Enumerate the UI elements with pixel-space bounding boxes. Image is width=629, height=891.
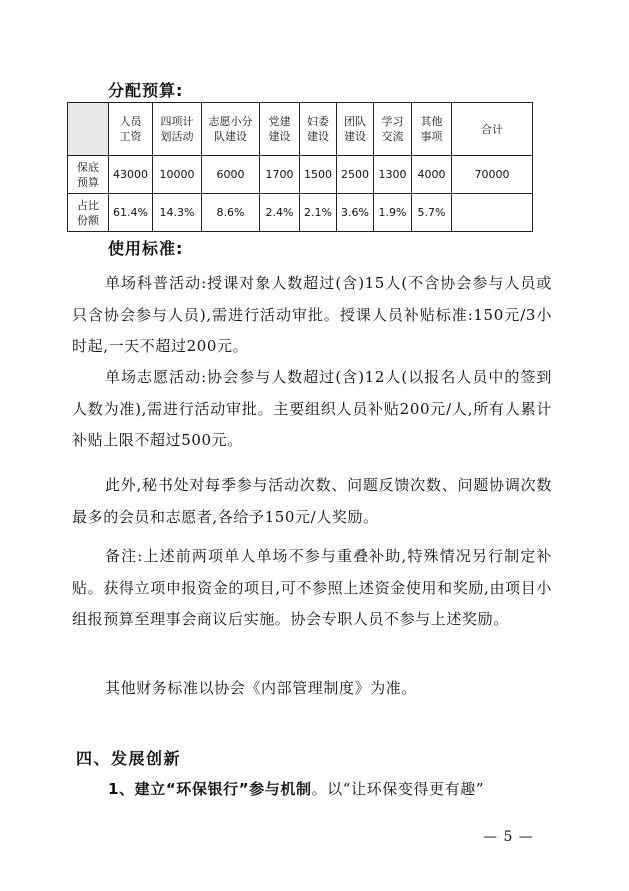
- table-cell: 1.9%: [374, 194, 412, 232]
- paragraph-volunteer-activity: 单场志愿活动:协会参与人数超过(含)12人(以报名人员中的签到人数为准),需进行活动审批。主要组织人员补贴200元/人,所有人累计补贴上限不超过500元。: [72, 368, 552, 449]
- header-cell-team-building: 团队 建设: [337, 103, 374, 156]
- section-heading-development: 四、发展创新: [76, 749, 182, 768]
- table-cell: 6000: [202, 156, 260, 194]
- table-cell: 5.7%: [412, 194, 452, 232]
- table-cell: 2500: [337, 156, 374, 194]
- budget-heading: 分配预算:: [108, 81, 184, 100]
- paragraph-reward: 此外,秘书处对每季参与活动次数、问题反馈次数、问题协调次数最多的会员和志愿者,各给予150元/人奖励。: [72, 476, 552, 526]
- header-cell-other-items: 其他 事项: [412, 103, 452, 156]
- table-cell: 61.4%: [109, 194, 153, 232]
- list-item-environment-bank: [108, 778, 484, 799]
- table-cell: 2.1%: [300, 194, 337, 232]
- table-header-row: [68, 103, 533, 156]
- budget-table: [67, 102, 533, 232]
- table-cell: 3.6%: [337, 194, 374, 232]
- table-corner-cell: [68, 103, 109, 156]
- row-label-base-budget: 保底 预算: [68, 156, 109, 194]
- table-cell: 1300: [374, 156, 412, 194]
- header-cell-volunteer-team: 志愿小分 队建设: [202, 103, 260, 156]
- table-cell: 70000: [452, 156, 533, 194]
- table-cell: [452, 194, 533, 232]
- table-cell: 14.3%: [153, 194, 202, 232]
- header-cell-party-building: 党建 建设: [260, 103, 300, 156]
- table-cell: 4000: [412, 156, 452, 194]
- header-cell-staff-salary: 人员 工资: [109, 103, 153, 156]
- paragraph-other-standards: 其他财务标准以协会《内部管理制度》为准。: [105, 679, 418, 697]
- paragraph-science-activity: 单场科普活动:授课对象人数超过(含)15人(不含协会参与人员或只含协会参与人员),需进行活动审批。授课人员补贴标准:150元/3小时起,一天不超过200元。: [72, 274, 552, 355]
- table-row: [68, 194, 533, 232]
- header-cell-women-committee: 妇委 建设: [300, 103, 337, 156]
- paragraph-remarks: 备注:上述前两项单人单场不参与重叠补助,特殊情况另行制定补贴。获得立项申报资金的项目,可不参照上述资金使用和奖励,由项目小组报预算至理事会商议后实施。协会专职人员不参与上述奖励。: [72, 547, 552, 628]
- header-cell-four-plans: 四项计 划活动: [153, 103, 202, 156]
- table-cell: 43000: [109, 156, 153, 194]
- table-cell: 1700: [260, 156, 300, 194]
- list-item-text: 。以“让环保变得更有趣”: [311, 780, 485, 798]
- table-cell: 10000: [153, 156, 202, 194]
- standard-heading: 使用标准:: [108, 239, 184, 258]
- row-label-share: 占比 份额: [68, 194, 109, 232]
- page-number: — 5 —: [483, 829, 534, 845]
- table-cell: 2.4%: [260, 194, 300, 232]
- table-cell: 8.6%: [202, 194, 260, 232]
- table-row: [68, 156, 533, 194]
- table-cell: 1500: [300, 156, 337, 194]
- header-cell-study-exchange: 学习 交流: [374, 103, 412, 156]
- list-item-title: 1、建立“环保银行”参与机制: [108, 780, 312, 798]
- header-cell-total: 合计: [452, 103, 533, 156]
